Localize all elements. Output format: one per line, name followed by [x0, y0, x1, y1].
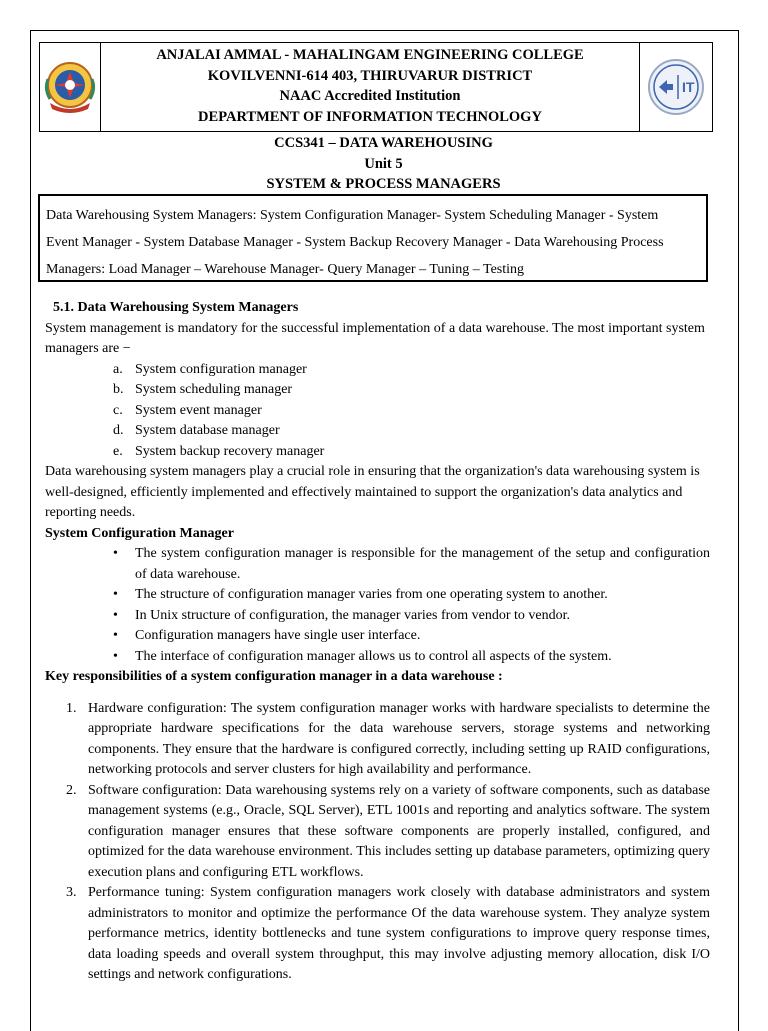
accreditation: NAAC Accredited Institution: [279, 88, 461, 104]
numbered-item: [66, 883, 710, 986]
main-content: [45, 298, 710, 986]
item-text: Hardware configuration: The system configuration manager works with hardware specialists to determine the appropriate hardware specifications for the data warehouse servers, storage systems and networking components. They ensure that the hardware is configured correctly, including setting up RAID configurations, networking protocols and server clusters for high availability and performance.: [88, 700, 710, 777]
list-item: [113, 401, 710, 422]
key-responsibilities-list: [45, 699, 710, 986]
course-title-block: [30, 133, 737, 195]
list-item-text: System event manager: [135, 402, 262, 418]
list-marker: b.: [113, 382, 124, 397]
item-number: 3.: [66, 885, 77, 900]
svg-text:IT: IT: [682, 79, 695, 95]
unit-title: Unit 5: [364, 155, 403, 172]
bullet-item: • The structure of configuration manager varies from one operating system to another.: [135, 585, 710, 606]
list-marker: c.: [113, 402, 123, 418]
managers-list: [45, 360, 710, 463]
config-bullets: [45, 544, 710, 667]
department-name: DEPARTMENT OF INFORMATION TECHNOLOGY: [198, 108, 542, 125]
numbered-item: [66, 781, 710, 884]
list-marker: e.: [113, 443, 123, 459]
college-header-text: [101, 43, 639, 131]
list-item: [113, 442, 710, 463]
list-item-text: System scheduling manager: [135, 382, 293, 397]
role-paragraph: Data warehousing system managers play a crucial role in ensuring that the organization's data warehousing system is well-designed, efficiently implemented and effectively maintained to support the organization's data analytics and reporting needs.: [45, 464, 700, 520]
college-emblem-icon: [44, 59, 96, 115]
college-address: KOVILVENNI-614 403, THIRUVARUR DISTRICT: [207, 67, 533, 84]
item-number: 1.: [66, 700, 77, 716]
list-item: [113, 360, 710, 381]
bullet-item: • The system configuration manager is responsible for the management of the setup and configuration of data warehouse.: [135, 544, 710, 585]
bullet-item: • The interface of configuration manager allows us to control all aspects of the system.: [135, 647, 710, 668]
numbered-item: [66, 699, 710, 781]
item-number: 2.: [66, 782, 77, 798]
config-heading: System Configuration Manager: [45, 525, 234, 541]
list-item: [113, 380, 710, 401]
college-logo-cell: [40, 43, 101, 131]
unit-topic: SYSTEM & PROCESS MANAGERS: [266, 176, 501, 192]
item-text: Software configuration: Data warehousing systems rely on a variety of software components, such as database management systems (e.g., Oracle, SQL Server), ETL 1001s and reporting and analytics software. The system configuration manager ensures that these software components are properly installed, configured, and optimized for the data warehouse environment. This includes setting up database parameters, optimizing query execution plans and configuring ETL workflows.: [88, 782, 710, 880]
course-title: CCS341 – DATA WAREHOUSING: [274, 135, 493, 151]
syllabus-line: Managers: Load Manager – Warehouse Manager- Query Manager – Tuning – Testing: [46, 262, 525, 277]
syllabus-box: [38, 194, 708, 282]
list-item-text: System backup recovery manager: [135, 443, 325, 459]
college-header: [39, 42, 713, 132]
syllabus-line: Event Manager - System Database Manager - System Backup Recovery Manager - Data Warehousing Process: [46, 235, 664, 250]
college-name: ANJALAI AMMAL - MAHALINGAM ENGINEERING COLLEGE: [156, 47, 584, 63]
list-item-text: System configuration manager: [135, 361, 307, 377]
item-text: Performance tuning: System configuration managers work closely with database administrators and system administrators to monitor and optimize the performance Of the data warehouse system. They analyze system performance metrics, identity bottlenecks and tune system configurations to improve query response times, data loading speeds and overall system throughput, this may involve adjusting memory allocation, disk I/O settings and network configurations.: [88, 885, 710, 982]
key-responsibilities-heading: Key responsibilities of a system configuration manager in a data warehouse :: [45, 669, 503, 684]
it-department-logo-icon: [645, 58, 707, 116]
section-heading: 5.1. Data Warehousing System Managers: [53, 300, 299, 315]
bullet-item: • In Unix structure of configuration, the manager varies from vendor to vendor.: [135, 606, 710, 627]
department-logo-cell: [639, 43, 712, 131]
list-marker: a.: [113, 361, 123, 377]
list-item-text: System database manager: [135, 423, 280, 438]
list-item: [113, 421, 710, 442]
bullet-item: • Configuration managers have single user interface.: [135, 626, 710, 647]
section-intro: System management is mandatory for the successful implementation of a data warehouse. The most important system managers are −: [45, 320, 705, 356]
syllabus-line: Data Warehousing System Managers: System Configuration Manager- System Scheduling Manager - System: [46, 208, 659, 223]
list-marker: d.: [113, 423, 124, 438]
